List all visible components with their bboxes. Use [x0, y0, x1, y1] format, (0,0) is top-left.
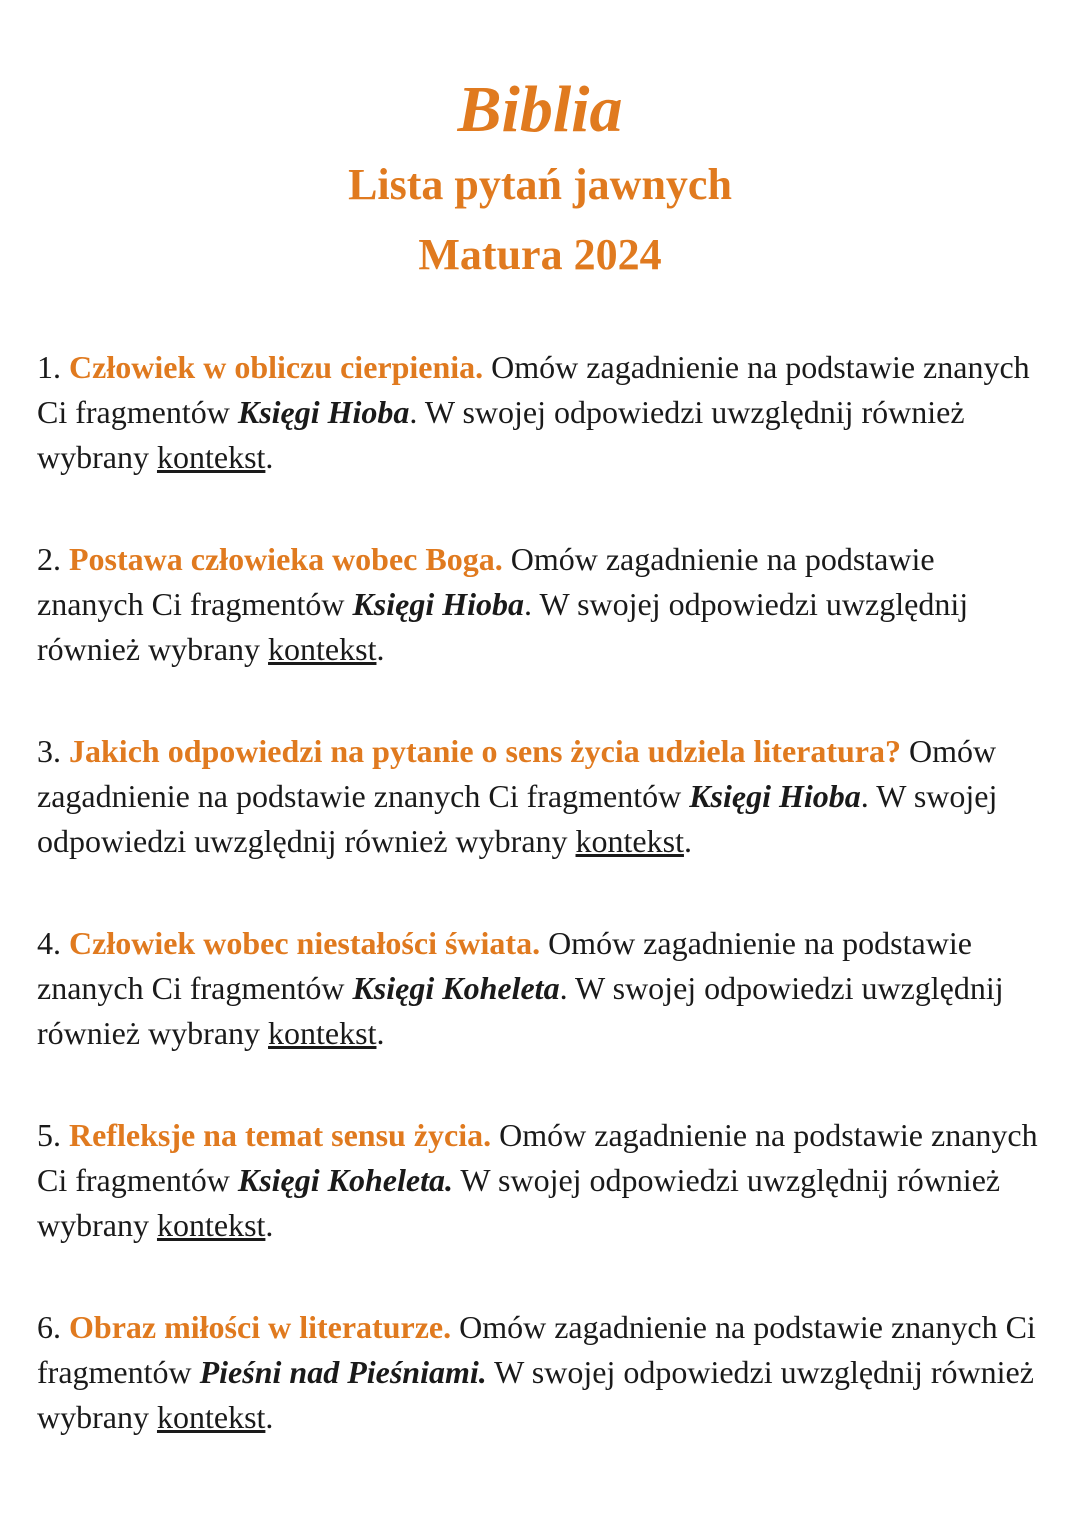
- question-prefix: Omów zagadnienie na podstawie znanych Ci fragmentów: [37, 733, 997, 814]
- question-topic: Człowiek w obliczu cierpienia.: [69, 349, 484, 385]
- question-work: Księgi Koheleta: [352, 970, 560, 1006]
- question-prefix: Omów zagadnienie na podstawie znanych Ci fragmentów: [37, 1309, 1036, 1390]
- question-work: Księgi Hioba: [352, 586, 525, 622]
- question-number: 4.: [37, 925, 61, 961]
- question-number: 2.: [37, 541, 61, 577]
- question-context: kontekst: [268, 631, 377, 667]
- question-suffix: W swojej odpowiedzi uwzględnij również wybrany: [37, 1162, 1001, 1243]
- question-end: .: [265, 1399, 274, 1435]
- question-suffix: . W swojej odpowiedzi uwzględnij również wybrany: [37, 778, 998, 859]
- question-context: kontekst: [268, 1015, 377, 1051]
- question-context: kontekst: [575, 823, 684, 859]
- question-suffix: W swojej odpowiedzi uwzględnij również wybrany: [37, 1354, 1034, 1435]
- question-end: .: [265, 439, 274, 475]
- question-list: [37, 345, 1047, 1497]
- question-topic: Jakich odpowiedzi na pytanie o sens życia udziela literatura?: [69, 733, 901, 769]
- question-topic: Obraz miłości w literaturze.: [69, 1309, 452, 1345]
- question-end: .: [683, 823, 692, 859]
- document-title: Biblia: [457, 73, 623, 146]
- question-end: .: [265, 1207, 274, 1243]
- question-context: kontekst: [156, 1207, 266, 1243]
- question-context: kontekst: [156, 1399, 266, 1435]
- question-topic: Człowiek wobec niestałości świata.: [69, 925, 541, 961]
- question-number: 1.: [37, 349, 61, 385]
- question-number: 5.: [37, 1117, 61, 1153]
- question-suffix: . W swojej odpowiedzi uwzględnij również wybrany: [37, 586, 969, 667]
- question-item: [37, 729, 1047, 864]
- question-item: [37, 537, 1047, 672]
- question-end: .: [376, 1015, 385, 1051]
- question-number: 3.: [37, 733, 61, 769]
- question-prefix: Omów zagadnienie na podstawie znanych Ci fragmentów: [37, 925, 972, 1006]
- question-item: [37, 921, 1047, 1056]
- question-work: Pieśni nad Pieśniami.: [199, 1354, 487, 1390]
- question-work: Księgi Koheleta.: [237, 1162, 453, 1198]
- question-prefix: Omów zagadnienie na podstawie znanych Ci fragmentów: [37, 349, 1030, 430]
- question-end: .: [376, 631, 385, 667]
- document-header: [0, 70, 1080, 290]
- exam-label: Matura 2024: [418, 230, 662, 279]
- document-subtitle: Lista pytań jawnych: [348, 160, 732, 209]
- question-prefix: Omów zagadnienie na podstawie znanych Ci fragmentów: [37, 541, 935, 622]
- question-item: [37, 345, 1047, 480]
- question-topic: Refleksje na temat sensu życia.: [69, 1117, 492, 1153]
- question-work: Księgi Hioba: [689, 778, 861, 814]
- question-suffix: . W swojej odpowiedzi uwzględnij również wybrany: [37, 394, 965, 475]
- question-item: [37, 1305, 1047, 1440]
- question-item: [37, 1113, 1047, 1248]
- question-work: Księgi Hioba: [237, 394, 410, 430]
- question-number: 6.: [37, 1309, 61, 1345]
- question-suffix: . W swojej odpowiedzi uwzględnij również wybrany: [37, 970, 1004, 1051]
- question-topic: Postawa człowieka wobec Boga.: [69, 541, 503, 577]
- question-prefix: Omów zagadnienie na podstawie znanych Ci fragmentów: [37, 1117, 1038, 1198]
- question-context: kontekst: [156, 439, 266, 475]
